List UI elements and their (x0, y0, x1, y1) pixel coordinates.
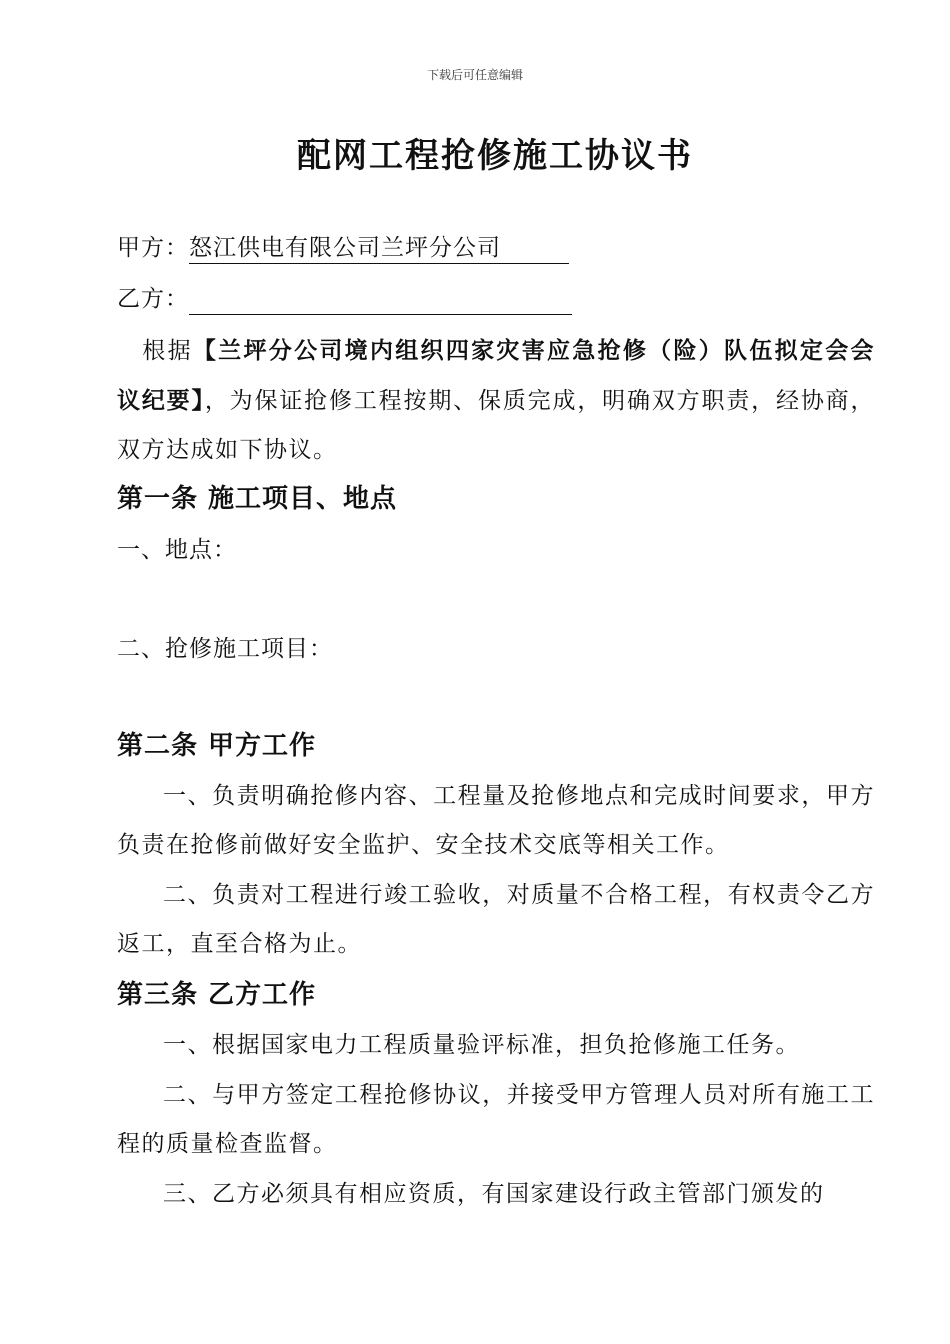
party-b-label: 乙方： (117, 286, 189, 312)
party-b-value (189, 284, 572, 315)
article-1-item-location: 一、地点： (117, 537, 237, 563)
party-a-line (117, 232, 569, 264)
party-b-line (117, 283, 572, 315)
intro-prefix: 根据 (142, 338, 193, 364)
article-3-heading: 第三条 乙方工作 (117, 980, 317, 1010)
article-3-item-2: 二、与甲方签定工程抢修协议，并接受甲方管理人员对所有施工工程的质量检查监督。 (117, 1082, 875, 1157)
intro-reference: 【兰坪分公司境内组织四家灾害应急抢修（险）队伍拟定会会议纪要】 (117, 337, 876, 414)
article-3-item-1: 一、根据国家电力工程质量验评标准，担负抢修施工任务。 (163, 1032, 800, 1058)
article-1-item-project: 二、抢修施工项目： (117, 636, 333, 662)
document-title: 配网工程抢修施工协议书 (297, 136, 693, 176)
article-2-heading: 第二条 甲方工作 (117, 731, 317, 761)
article-2-item-2: 二、负责对工程进行竣工验收，对质量不合格工程，有权责令乙方返工，直至合格为止。 (117, 882, 875, 957)
party-a-value: 怒江供电有限公司兰坪分公司 (189, 233, 569, 264)
intro-suffix: ，为保证抢修工程按期、保质完成，明确双方职责，经协商，双方达成如下协议。 (117, 388, 876, 463)
article-1-heading: 第一条 施工项目、地点 (117, 484, 398, 514)
intro-paragraph (117, 326, 875, 475)
article-2-item-1: 一、负责明确抢修内容、工程量及抢修地点和完成时间要求，甲方负责在抢修前做好安全监护、安全技术交底等相关工作。 (117, 783, 875, 858)
party-a-label: 甲方： (117, 235, 189, 261)
article-3-item-3: 三、乙方必须具有相应资质，有国家建设行政主管部门颁发的 (163, 1181, 825, 1207)
header-note: 下载后可任意编辑 (426, 68, 523, 82)
